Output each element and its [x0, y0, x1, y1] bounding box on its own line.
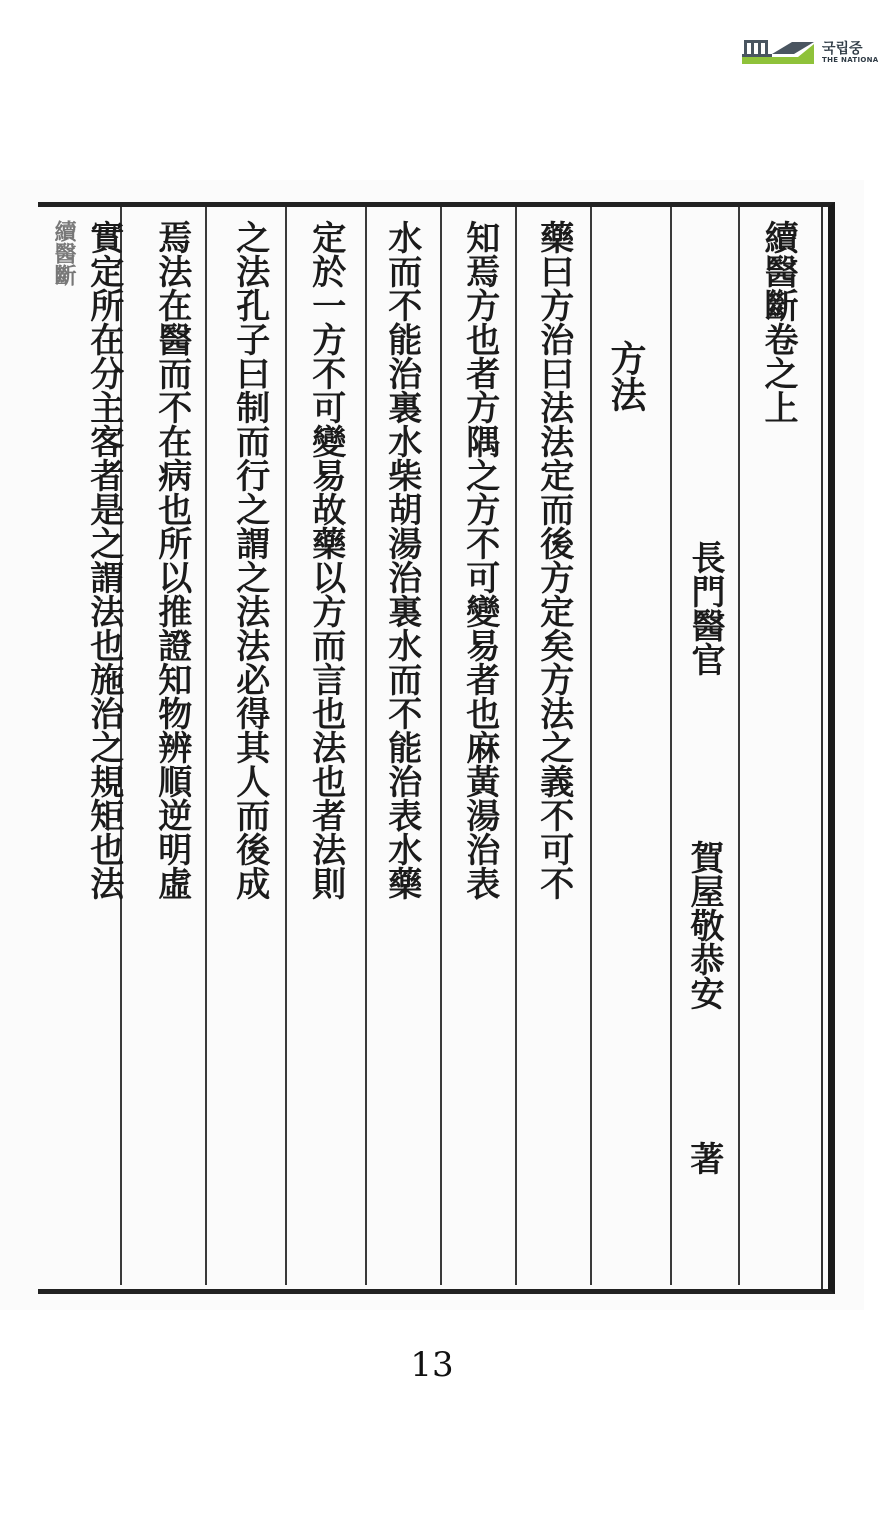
text-column-6: 焉法在醫而不在病也所以推證知物辨順逆明虛: [151, 220, 192, 900]
library-logo-icon: [742, 38, 814, 64]
column-rule: [285, 207, 287, 1285]
left-margin-fragment: 續醫斷: [51, 220, 77, 286]
logo-korean-text: 국립중: [822, 41, 863, 57]
text-column-2: 知焉方也者方隅之方不可變易者也麻黃湯治表: [459, 220, 500, 900]
library-logo: [742, 36, 879, 66]
column-rule: [365, 207, 367, 1285]
column-rule: [670, 207, 672, 1285]
page-number: 13: [410, 1345, 454, 1385]
book-title-column: 續醫斷卷之上: [758, 220, 798, 424]
column-rule: [440, 207, 442, 1285]
text-column-7: 實定所在分主客者是之謂法也施治之規矩也法: [83, 220, 124, 900]
text-column-5: 之法孔子曰制而行之謂之法法必得其人而後成: [229, 220, 270, 900]
logo-english-text: THE NATIONA: [822, 56, 879, 64]
column-rule: [515, 207, 517, 1285]
text-column-4: 定於一方不可變易故藥以方而言也法也者法則: [305, 220, 346, 900]
text-column-3: 水而不能治裏水柴胡湯治裏水而不能治表水藥: [381, 220, 422, 900]
column-rule: [205, 207, 207, 1285]
section-heading: 方法: [605, 340, 647, 412]
author-title: 長門醫官: [685, 540, 725, 676]
text-column-1: 藥曰方治曰法法定而後方定矣方法之義不可不: [533, 220, 574, 900]
column-rule: [590, 207, 592, 1285]
author-name: 賀屋敬恭安: [684, 840, 724, 1010]
column-rule: [738, 207, 740, 1285]
author-suffix: 著: [683, 1141, 724, 1175]
scanned-page: [0, 180, 864, 1310]
